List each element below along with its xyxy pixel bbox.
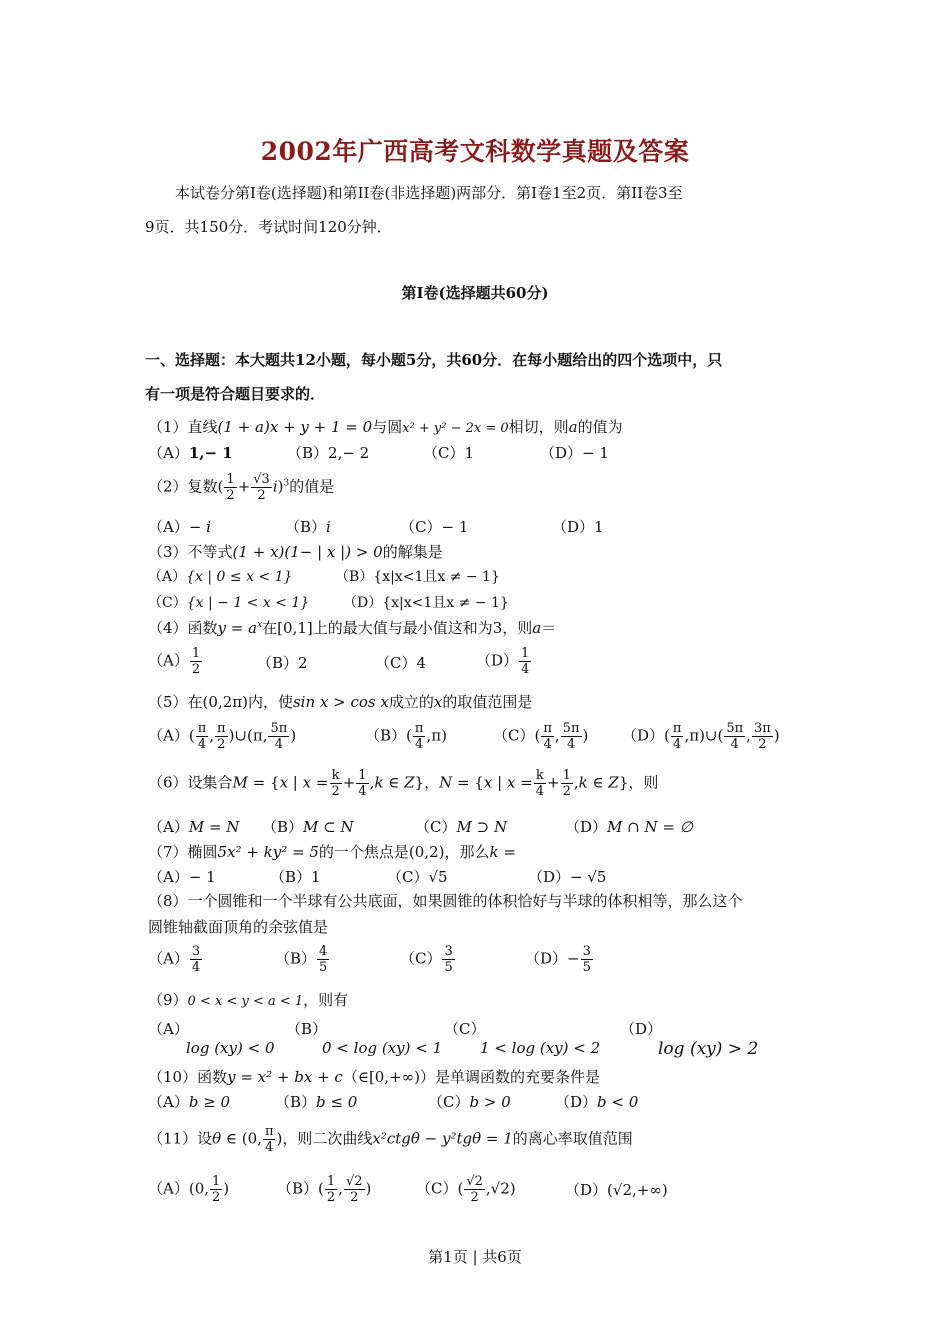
q3-option-b: （B）{x|x<1且x ≠ − 1} — [335, 569, 500, 585]
q2-frac-root3: $\frac{√3}{2}$ — [253, 472, 270, 503]
q2-option-a: （A）− i — [148, 518, 211, 536]
q1-stem-b: 与圆 — [372, 418, 403, 436]
q1-option-c: （C）1 — [423, 444, 475, 462]
q8-option-d: （D）− $\frac{3}{5}$ — [525, 944, 591, 975]
q2-option-d: （D）1 — [552, 518, 604, 536]
q2-frac-half: $\frac{1}{2}$ — [226, 472, 235, 503]
q2-option-c: （C）− 1 — [400, 518, 469, 536]
q1-stem-c: 相切，则 — [508, 418, 569, 436]
q4-option-c: （C）4 — [375, 654, 427, 672]
q8-option-a: （A） $\frac{3}{4}$ — [148, 944, 201, 975]
question-3: （3）不等式(1 + x)(1− | x |) > 0的解集是 — [148, 543, 443, 561]
q11-option-d: （D）(√2,+∞) — [565, 1181, 668, 1199]
q10-option-b: （B）b ≤ 0 — [275, 1093, 358, 1111]
q1-var: a — [568, 418, 578, 436]
part-heading-line-2: 有一项是符合题目要求的． — [145, 385, 326, 403]
question-10: （10）函数y = x² + bx + c（∈[0,+∞)）是单调函数的充要条件是 — [148, 1068, 601, 1086]
q4-option-b: （B）2 — [257, 654, 308, 672]
question-1 — [148, 416, 623, 437]
intro-line-2: 9页．共150分．考试时间120分钟． — [145, 218, 392, 236]
q11-option-a: （A）(0, $\frac{1}{2}$ ) — [148, 1174, 230, 1205]
q10-option-a: （A）b ≥ 0 — [148, 1093, 231, 1111]
part-heading-line-1: 一、选择题：本大题共12小题，每小题5分，共60分．在每小题给出的四个选项中，只 — [145, 351, 723, 369]
question-4: （4）函数$y = a^x$在[0,1]上的最大值与最小值这和为3，则a＝ — [148, 619, 557, 637]
q3-option-c: （C）{x | − 1 < x < 1} — [148, 595, 310, 611]
q1-stem: （1）直线 — [148, 418, 218, 436]
q11-option-c: （C）( $\frac{√2}{2}$ ,√2) — [416, 1174, 516, 1205]
part-heading — [145, 343, 810, 411]
question-5: （5）在(0,2π)内，使sin x > cos x成立的x的取值范围是 — [148, 693, 533, 711]
q11-option-b: （B）( $\frac{1}{2}$ , $\frac{√2}{2}$ ) — [277, 1174, 372, 1205]
q6-option-b: （B）M ⊂ N — [262, 818, 354, 836]
q1-option-a: （A）1,− 1 — [148, 444, 233, 462]
q7-option-b: （B）1 — [270, 868, 321, 886]
q3-option-d: （D）{x|x<1且x ≠ − 1} — [343, 595, 509, 611]
q6-option-a: （A）M = N — [148, 818, 240, 836]
q5-option-b: （B）( $\frac{\pi}{4}$ ,π) — [365, 721, 447, 752]
q9-option-d: （D） log (xy) > 2 — [620, 1020, 759, 1059]
question-7: （7）椭圆5x² + ky² = 5的一个焦点是(0,2)，那么k = — [148, 843, 516, 861]
intro-line-1: 本试卷分第Ⅰ卷(选择题)和第II卷(非选择题)两部分．第Ⅰ卷1至2页．第II卷3至 — [175, 184, 683, 202]
q8-option-c: （C） $\frac{3}{5}$ — [400, 944, 453, 975]
question-2: （2）复数( $\frac{1}{2}$ + $\frac{√3}{2}$ i)$^3$的值是 — [148, 472, 335, 503]
q10-option-c: （C）b > 0 — [428, 1093, 511, 1111]
q9-option-a: （A） log (xy) < 0 — [148, 1020, 275, 1057]
q7-option-d: （D）− √5 — [528, 868, 607, 886]
q6-option-d: （D）M ∩ N = ∅ — [565, 818, 693, 836]
q4-option-d: （D） $\frac{1}{4}$ — [476, 646, 530, 677]
q5-option-a: （A）( $\frac{\pi}{4}$ , $\frac{\pi}{2}$ )∪(π, $\frac{5\pi}{4}$ ) — [148, 721, 297, 752]
q1-option-b: （B）2,− 2 — [287, 444, 370, 462]
question-11: （11）设θ ∈ (0, $\frac{\pi}{4}$ )，则二次曲线x²ctgθ − y²tgθ = 1的离心率取值范围 — [148, 1124, 633, 1155]
q1-line-expr: (1 + a)x + y + 1 = 0 — [217, 418, 373, 436]
q2-option-b: （B）i — [285, 518, 331, 536]
intro-paragraph — [145, 176, 810, 244]
page-title: 2002年广西高考文科数学真题及答案 — [260, 137, 690, 166]
question-6: （6）设集合M = {x | x = $\frac{k}{2}$ + $\frac{1}{4}$ ,k ∈ Z}，N = {x | x = $\frac{k}{4}$ + $\frac{1}{2}$ ,k ∈ Z}，则 — [148, 768, 659, 799]
q5-option-d: （D）( $\frac{\pi}{4}$ ,π)∪( $\frac{5\pi}{4}$ , $\frac{3\pi}{2}$ ) — [622, 721, 780, 752]
section-heading: 第Ⅰ卷(选择题共60分) — [401, 284, 549, 302]
q5-option-c: （C）( $\frac{\pi}{4}$ , $\frac{5\pi}{4}$ ) — [493, 721, 589, 752]
q7-option-c: （C）√5 — [387, 868, 448, 886]
q1-stem-d: 的值为 — [577, 418, 623, 436]
question-9: （9）0 < x < y < a < 1，则有 — [148, 991, 349, 1009]
q4-option-a: （A） $\frac{1}{2}$ — [148, 646, 201, 677]
q1-circle-expr: x² + y² − 2x = 0 — [402, 421, 509, 436]
q3-option-a: （A）{x | 0 ≤ x < 1} — [148, 569, 293, 585]
q7-option-a: （A）− 1 — [148, 868, 216, 886]
question-8: （8）一个圆锥和一个半球有公共底面，如果圆锥的体积恰好与半球的体积相等，那么这个 圆锥轴截面顶角的余弦值是 — [148, 892, 743, 936]
q6-option-c: （C）M ⊃ N — [415, 818, 508, 836]
q8-option-b: （B） $\frac{4}{5}$ — [275, 944, 328, 975]
page-footer: 第1页 | 共6页 — [428, 1248, 522, 1266]
q9-option-c: （C） 1 < log (xy) < 2 — [444, 1020, 601, 1057]
q1-option-d: （D）− 1 — [540, 444, 609, 462]
q9-option-b: （B） 0 < log (xy) < 1 — [286, 1020, 443, 1057]
q10-option-d: （D）b < 0 — [555, 1093, 639, 1111]
